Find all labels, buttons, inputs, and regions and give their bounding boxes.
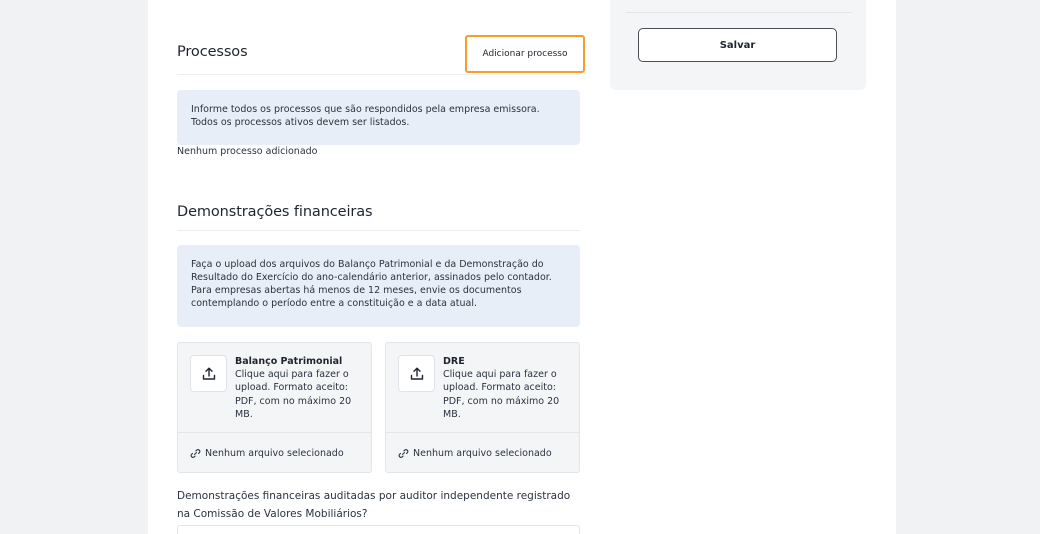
link-icon [190, 448, 201, 459]
demonstracoes-title: Demonstrações financeiras [177, 204, 373, 220]
upload-card-dre[interactable] [385, 342, 580, 473]
upload-description [443, 355, 571, 421]
processos-empty-text: Nenhum processo adicionado [177, 146, 318, 157]
processos-title: Processos [177, 44, 248, 60]
audit-question: Demonstrações financeiras auditadas por auditor independente registrado na Comissão de Valores Mobiliários? [177, 490, 571, 520]
link-icon [398, 448, 409, 459]
upload-icon[interactable] [398, 355, 435, 392]
upload-hint: Clique aqui para fazer o upload. Formato aceito: PDF, com no máximo 20 MB. [443, 369, 560, 420]
upload-description [235, 355, 363, 421]
upload-status [386, 432, 579, 473]
upload-icon[interactable] [190, 355, 227, 392]
upload-hint: Clique aqui para fazer o upload. Formato aceito: PDF, com no máximo 20 MB. [235, 369, 352, 420]
audit-answer-field[interactable] [177, 525, 580, 534]
sidebar-panel [610, 0, 866, 90]
page-content [148, 0, 896, 534]
upload-status-text: Nenhum arquivo selecionado [205, 447, 344, 459]
upload-name: DRE [443, 356, 465, 367]
demonstracoes-info-box: Faça o upload dos arquivos do Balanço Patrimonial e da Demonstração do Resultado do Exercício do ano-calendário anterior, assinados pelo contador. Para empresas abertas há menos de 12 meses, envie os documentos contemplando o período entre a constituição e a data atual. [177, 245, 580, 327]
sidebar-divider [626, 12, 852, 13]
upload-name: Balanço Patrimonial [235, 356, 343, 367]
sidebar-label [639, 0, 690, 1]
add-process-button[interactable]: Adicionar processo [465, 35, 585, 73]
upload-card-balanco[interactable] [177, 342, 372, 473]
processos-info-box: Informe todos os processos que são respondidos pela empresa emissora. Todos os processos ativos devem ser listados. [177, 90, 580, 145]
save-button[interactable]: Salvar [638, 28, 837, 62]
upload-status [178, 432, 371, 473]
demonstracoes-header [177, 204, 580, 231]
upload-status-text: Nenhum arquivo selecionado [413, 447, 552, 459]
